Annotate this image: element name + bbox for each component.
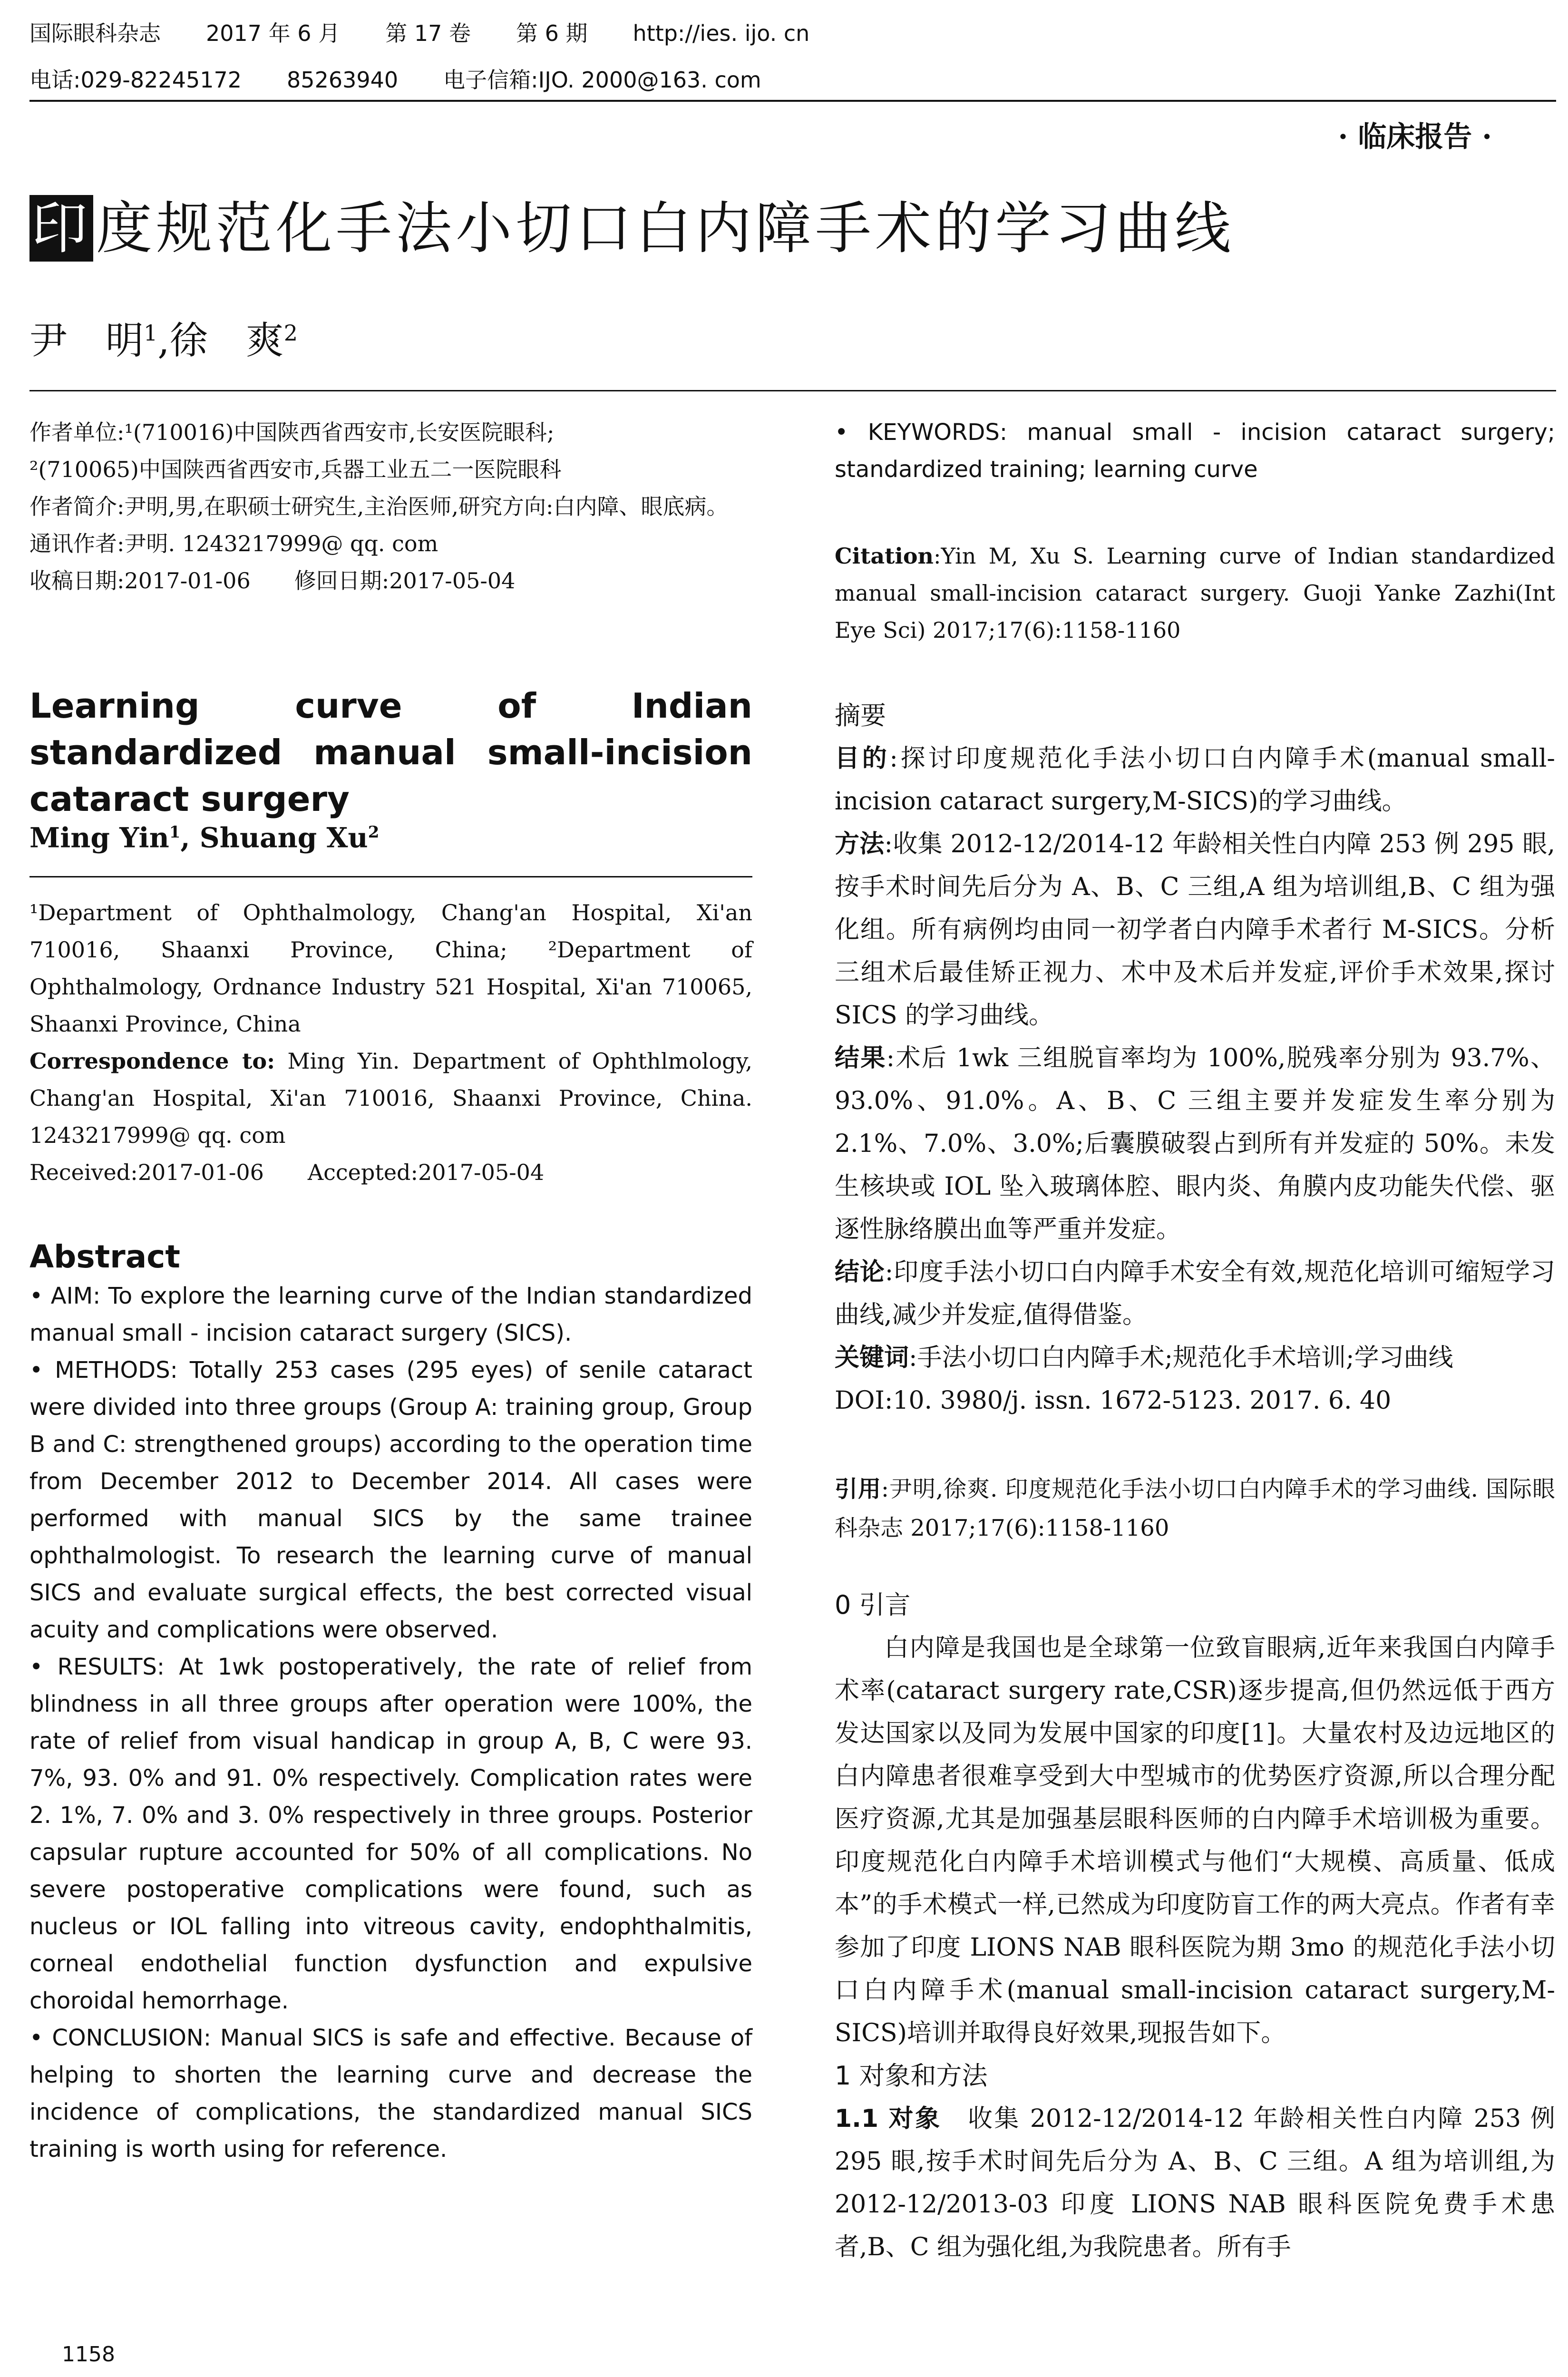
author-1-sup: 1 — [144, 320, 158, 346]
affiliation-cn — [29, 414, 752, 599]
cn-results-label: 结果 — [835, 1044, 886, 1072]
doi: DOI:10. 3980/j. issn. 1672-5123. 2017. 6. 40 — [835, 1386, 1392, 1415]
cn-aim: :探讨印度规范化手法小切口白内障手术(manual small-incision cataract surgery,M-SICS)的学习曲线。 — [835, 744, 1555, 816]
abstract-heading: Abstract — [29, 1238, 180, 1275]
email: 电子信箱:IJO. 2000@163. com — [443, 67, 761, 93]
cn-citation-block — [835, 1470, 1555, 1548]
methods-heading: 1 对象和方法 — [835, 2061, 988, 2091]
author-2-en-sup: 2 — [368, 823, 380, 842]
page-title — [29, 195, 1235, 262]
cn-keywords-label: 关键词 — [835, 1344, 909, 1372]
affiliation-line-1: 作者单位:¹(710016)中国陕西省西安市,长安医院眼科; — [29, 419, 555, 445]
english-abstract — [29, 1237, 752, 2168]
abstract-methods: • METHODS: Totally 253 cases (295 eyes) of senile cataract were divided into three groups (Group A: training group, Group B and C: strengthened groups) according to the operation time from December 2012 to December 2014. All cases were performed with manual SICS by the same trainee ophthalmologist. To research the learning curve of manual SICS and evaluate surgical effects, the best corrected visual acuity and complications were observed. — [29, 1357, 752, 1643]
cn-methods: :收集 2012-12/2014-12 年龄相关性白内障 253 例 295 眼,按手术时间先后分为 A、B、C 三组,A 组为培训组,B、C 组为强化组。所有病例均由同一初学者白内障手术者行 M-SICS。分析三组术后最佳矫正视力、术中及术后并发症,评价手术效果,探讨 SICS 的学习曲线。 — [835, 830, 1555, 1030]
corresponding-author: 通讯作者:尹明. 1243217999@ qq. com — [29, 531, 438, 556]
cn-aim-label: 目的 — [835, 744, 890, 773]
journal-url: http://ies. ijo. cn — [633, 20, 810, 46]
english-title: Learning curve of Indian standardized manual small-incision cataract surgery — [29, 686, 752, 819]
header-rule — [29, 100, 1556, 102]
methods-sub-text: 收集 2012-12/2014-12 年龄相关性白内障 253 例 295 眼,按手术时间先后分为 A、B、C 三组。A 组为培训组,为 2012-12/2013-03 印度 LIONS NAB 眼科医院免费手术患者,B、C 组为强化组,为我院患者。所有手 — [835, 2104, 1555, 2261]
cn-abstract — [835, 694, 1555, 1422]
author-2-en: , Shuang Xu — [180, 821, 368, 854]
author-bio: 作者简介:尹明,男,在职硕士研究生,主治医师,研究方向:白内障、眼底病。 — [29, 494, 729, 519]
section-label: · 临床报告 · — [1338, 120, 1492, 154]
english-authors — [29, 813, 752, 857]
citation-label: Citation — [835, 543, 934, 569]
title-first-char: 印 — [29, 195, 93, 262]
keywords-en-block — [835, 414, 1555, 488]
issue: 第 6 期 — [516, 20, 588, 46]
journal-header-line2 — [29, 66, 807, 94]
received-dates-cn: 收稿日期:2017-01-06 修回日期:2017-05-04 — [29, 568, 516, 594]
issue-date: 2017 年 6 月 — [206, 20, 341, 46]
title-rule — [29, 390, 1556, 391]
abstract-results: • RESULTS: At 1wk postoperatively, the rate of relief from blindness in all three groups after operation were 100%, the rate of relief from visual handicap in group A, B, C were 93. 7%, 93. 0% and 91. 0% respectively. Complication rates were 2. 1%, 7. 0% and 3. 0% respectively in three groups. Posterior capsular rupture accounted for 50% of all complications. No severe postoperative complications were found, such as nucleus or IOL falling into vitreous cavity, endophthalmitis, corneal endothelial function dysfunction and expulsive choroidal hemorrhage. — [29, 1654, 752, 2014]
author-1-cn: 尹 明 — [29, 318, 144, 363]
cn-citation-label: 引用 — [835, 1476, 881, 1502]
methods-sub-label: 1.1 对象 — [835, 2104, 942, 2133]
cn-conclusion-label: 结论 — [835, 1258, 885, 1286]
title-rest: 度规范化手法小切口白内障手术的学习曲线 — [96, 195, 1235, 261]
author-1-en: Ming Yin — [29, 821, 169, 854]
cn-citation-text: :尹明,徐爽. 印度规范化手法小切口白内障手术的学习曲线. 国际眼科杂志 2017;17(6):1158-1160 — [835, 1476, 1555, 1541]
author-2-cn: ,徐 爽 — [157, 318, 284, 363]
phone2: 85263940 — [287, 67, 399, 93]
received-dates-en: Received:2017-01-06 Accepted:2017-05-04 — [29, 1159, 545, 1185]
cn-methods-label: 方法 — [835, 830, 885, 858]
volume: 第 17 卷 — [385, 20, 471, 46]
correspondence-label: Correspondence to: — [29, 1048, 275, 1074]
en-department: ¹Department of Ophthalmology, Chang'an Hospital, Xi'an 710016, Shaanxi Province, China; ²Department of Ophthalmology, Ordnance Industry 521 Hospital, Xi'an 710065, Shaanxi Province, China — [29, 900, 752, 1037]
author-1-en-sup: 1 — [169, 823, 181, 842]
citation-en-block — [835, 537, 1555, 649]
abstract-aim: • AIM: To explore the learning curve of the Indian standardized manual small - incision cataract surgery (SICS). — [29, 1283, 752, 1346]
citation-text: :Yin M, Xu S. Learning curve of Indian standardized manual small-incision cataract surgery. Guoji Yanke Zazhi(Int Eye Sci) 2017;17(6):1158-1160 — [835, 543, 1555, 643]
abstract-conclusion: • CONCLUSION: Manual SICS is safe and effective. Because of helping to shorten the learning curve and decrease the incidence of complications, the standardized manual SICS training is worth using for reference. — [29, 2025, 752, 2163]
cn-results: :术后 1wk 三组脱盲率均为 100%,脱残率分别为 93.7%、93.0%、91.0%。A、B、C 三组主要并发症发生率分别为 2.1%、7.0%、3.0%;后囊膜破裂占到所有并发症的 50%。未发生核块或 IOL 坠入玻璃体腔、眼内炎、角膜内皮功能失代偿、驱逐性脉络膜出血等严重并发症。 — [835, 1044, 1555, 1244]
author-2-sup: 2 — [283, 320, 298, 346]
correspondence-text: Ming Yin. Department of Ophthlmology, Chang'an Hospital, Xi'an 710016, Shaanxi Province, China. 1243217999@ qq. com — [29, 1048, 752, 1148]
keywords-en: • KEYWORDS: manual small - incision cataract surgery; standardized training; learning curve — [835, 419, 1555, 483]
affiliation-line-2: ²(710065)中国陕西省西安市,兵器工业五二一医院眼科 — [29, 457, 562, 482]
cn-keywords: :手法小切口白内障手术;规范化手术培训;学习曲线 — [909, 1344, 1453, 1372]
journal-name: 国际眼科杂志 — [29, 20, 161, 46]
authors-cn — [29, 309, 298, 365]
english-title-block — [29, 682, 752, 822]
journal-header-line1 — [29, 19, 855, 48]
introduction — [835, 1584, 1555, 2269]
intro-heading: 0 引言 — [835, 1590, 911, 1620]
cn-conclusion: :印度手法小切口白内障手术安全有效,规范化培训可缩短学习曲线,减少并发症,值得借鉴。 — [835, 1258, 1555, 1329]
english-affiliation — [29, 894, 752, 1191]
intro-text: 白内障是我国也是全球第一位致盲眼病,近年来我国白内障手术率(cataract surgery rate,CSR)逐步提高,但仍然远低于西方发达国家以及同为发展中国家的印度[1]。大量农村及边远地区的白内障患者很难享受到大中型城市的优势医疗资源,所以合理分配医疗资源,尤其是加强基层眼科医师的白内障手术培训极为重要。印度规范化白内障手术培训模式与他们“大规模、高质量、低成本”的手术模式一样,已然成为印度防盲工作的两大亮点。作者有幸参加了印度 LIONS NAB 眼科医院为期 3mo 的规范化手法小切口白内障手术(manual small-incision cataract surgery,M-SICS)培训并取得良好效果,现报告如下。 — [835, 1634, 1555, 2047]
en-author-rule — [29, 876, 752, 877]
cn-abstract-heading: 摘要 — [835, 701, 886, 731]
page-number: 1158 — [62, 2342, 115, 2367]
phone: 电话:029-82245172 — [29, 67, 242, 93]
